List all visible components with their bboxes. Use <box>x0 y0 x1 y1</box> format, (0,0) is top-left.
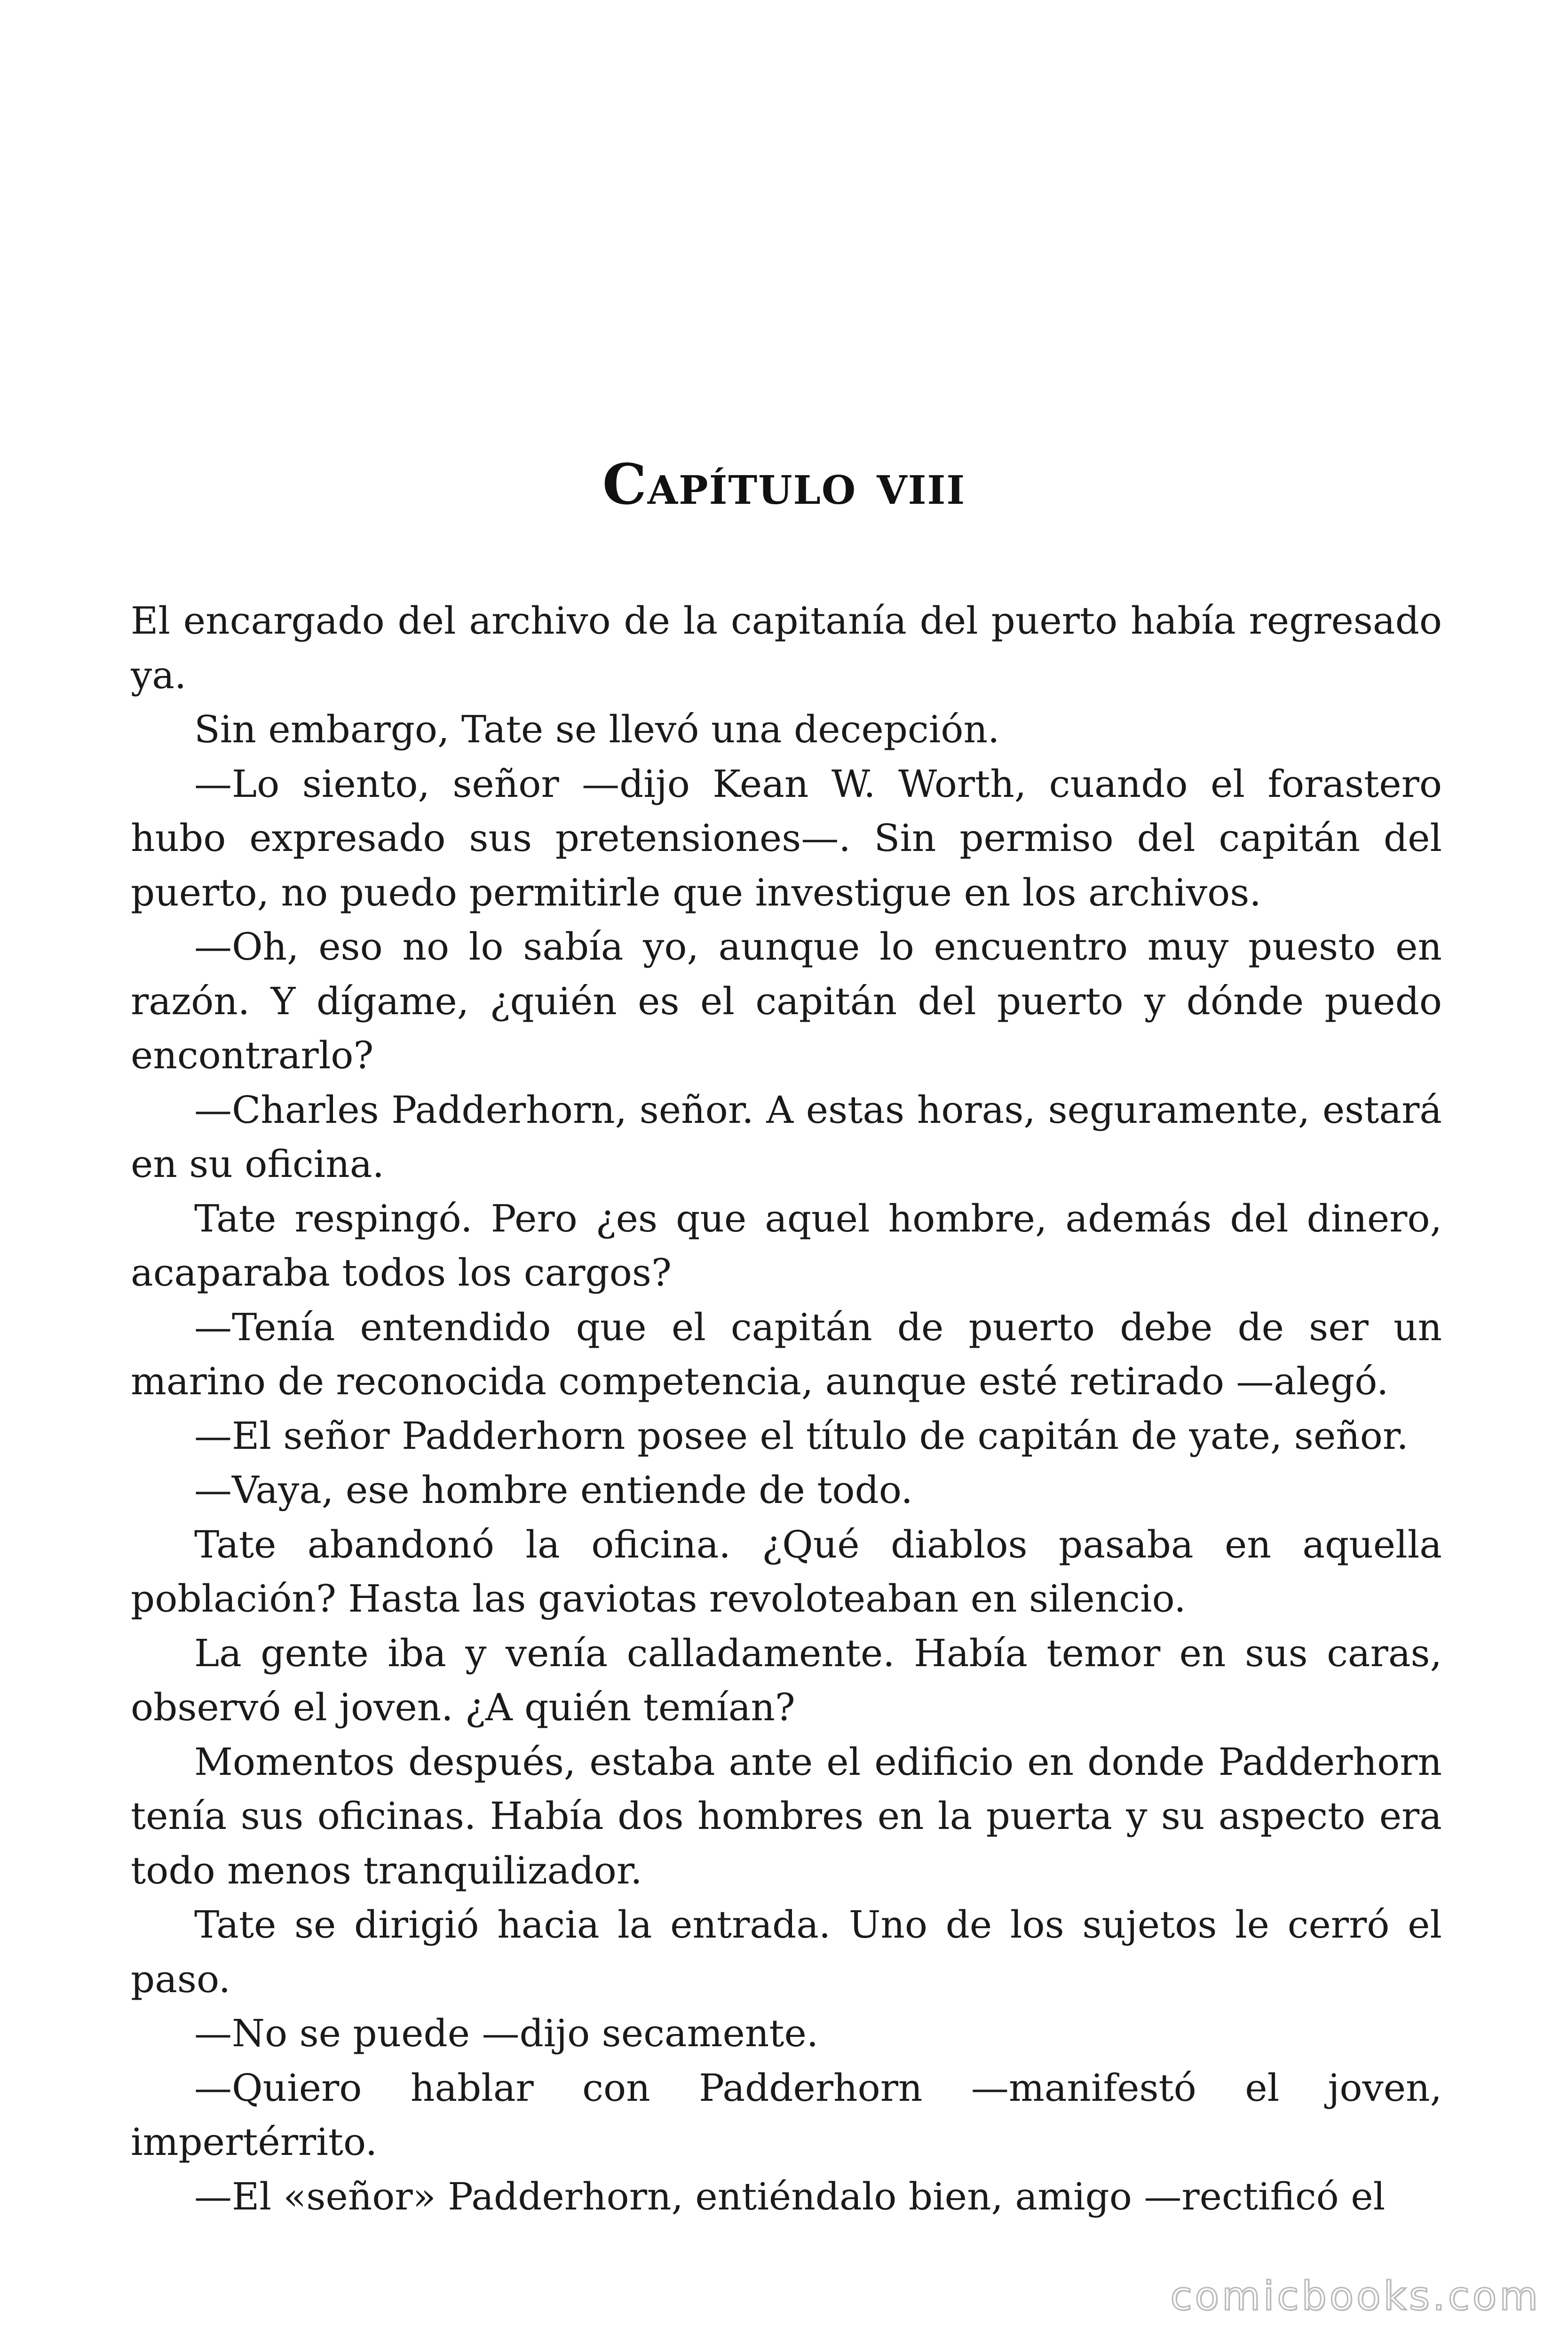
paragraph: —Tenía entendido que el capitán de puerto debe de ser un marino de reconocida competencia, aunque esté retirado —alegó. <box>131 1305 1442 1403</box>
chapter-title: Capítulo viii <box>602 452 966 517</box>
paragraph: —El «señor» Padderhorn, entiéndalo bien, amigo —rectificó el <box>194 2174 1386 2218</box>
paragraph: —El señor Padderhorn posee el título de capitán de yate, señor. <box>194 1414 1409 1458</box>
paragraph: Sin embargo, Tate se llevó una decepción. <box>194 707 1000 751</box>
watermark: comicbooks.com <box>1170 2273 1541 2319</box>
paragraph: —Oh, eso no lo sabía yo, aunque lo encuentro muy puesto en razón. Y dígame, ¿quién es el capitán del puerto y dónde puedo encontrarlo? <box>131 925 1442 1077</box>
paragraph: Tate se dirigió hacia la entrada. Uno de los sujetos le cerró el paso. <box>131 1903 1442 2001</box>
paragraph: La gente iba y venía calladamente. Había temor en sus caras, observó el joven. ¿A quién temían? <box>131 1631 1442 1729</box>
paragraph: —Lo siento, señor —dijo Kean W. Worth, cuando el forastero hubo expresado sus pretensiones—. Sin permiso del capitán del puerto, no puedo permitirle que investigue en los archivos. <box>131 762 1442 914</box>
chapter-body <box>131 594 1442 2224</box>
paragraph: Tate respingó. Pero ¿es que aquel hombre, además del dinero, acaparaba todos los cargos? <box>131 1196 1442 1295</box>
paragraph: —Charles Padderhorn, señor. A estas horas, seguramente, estará en su oficina. <box>131 1088 1442 1186</box>
paragraph: —Vaya, ese hombre entiende de todo. <box>194 1468 913 1512</box>
paragraph: —No se puede —dijo secamente. <box>194 2011 819 2055</box>
paragraph: —Quiero hablar con Padderhorn —manifestó el joven, impertérrito. <box>131 2066 1442 2164</box>
paragraph: Tate abandonó la oficina. ¿Qué diablos pasaba en aquella población? Hasta las gaviotas revoloteaban en silencio. <box>131 1522 1442 1621</box>
paragraph: El encargado del archivo de la capitanía del puerto había regresado ya. <box>131 599 1442 697</box>
paragraph: Momentos después, estaba ante el edificio en donde Padderhorn tenía sus oficinas. Había dos hombres en la puerta y su aspecto era todo menos tranquilizador. <box>131 1740 1442 1892</box>
